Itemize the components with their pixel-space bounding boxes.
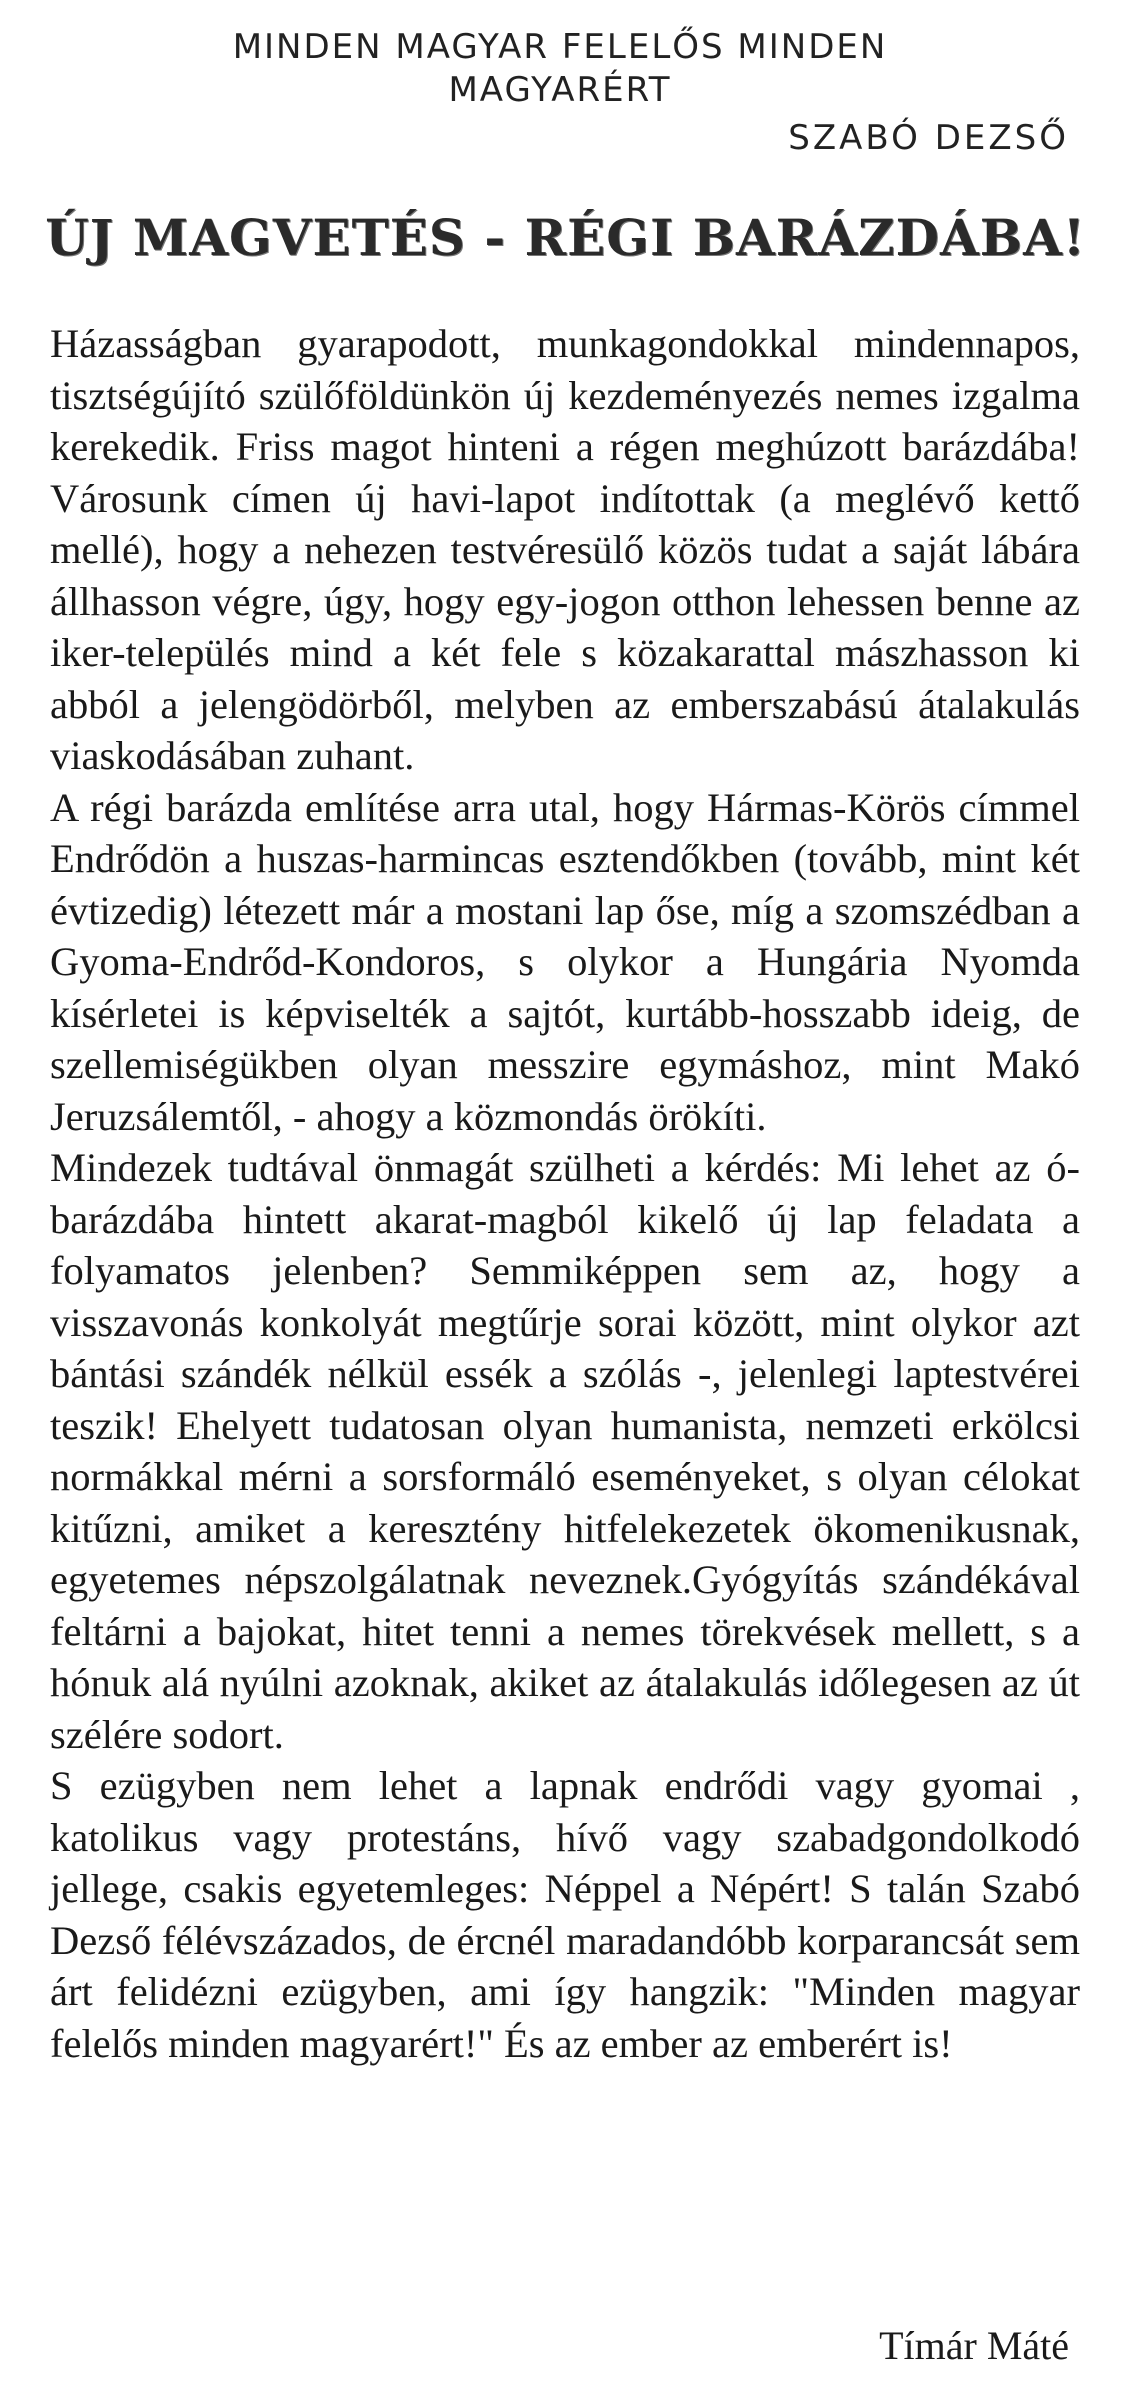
article-signature: Tímár Máté <box>879 2323 1069 2368</box>
article-body <box>50 318 1080 2069</box>
motto-quote: MINDEN MAGYAR FELELŐS MINDEN MAGYARÉRT <box>232 27 888 110</box>
motto-author: SZABÓ DEZSŐ <box>788 118 1069 158</box>
paragraph-1: Házasságban gyarapodott, munkagondokkal mindennapos, tisztségújító szülőföldünkön új kezdeményezés nemes izgalma kerekedik. Friss magot hinteni a régen meghúzott barázdába! Városunk címen új havi-lapot indítottak (a meglévő kettő mellé), hogy a nehezen testvéresülő közös tudat a saját lábára állhasson végre, úgy, hogy egy-jogon otthon lehessen benne az iker-település mind a két fele s közakarattal mászhasson ki abból a jelengödörből, melyben az emberszabású átalakulás viaskodásában zuhant. <box>50 321 1080 778</box>
paragraph-4: S ezügyben nem lehet a lapnak endrődi vagy gyomai , katolikus vagy protestáns, hívő vagy szabadgondolkodó jellege, csakis egyetemleges: Néppel a Népért! S talán Szabó Dezső félévszázados, de ércnél maradandóbb korparancsát sem árt felidézni ezügyben, ami így hangzik: "Minden magyar felelős minden magyarért!" És az ember az emberért is! <box>50 1763 1080 2066</box>
paragraph-3: Mindezek tudtával önmagát szülheti a kérdés: Mi lehet az ó-barázdába hintett akarat-magból kikelő új lap feladata a folyamatos jelenben? Semmiképpen sem az, hogy a visszavonás konkolyát megtűrje sorai között, mint olykor azt bántási szándék nélkül essék a szólás -, jelenlegi laptestvérei teszik! Ehelyett tudatosan olyan humanista, nemzeti erkölcsi normákkal mérni a sorsformáló eseményeket, s olyan célokat kitűzni, amiket a keresztény hitfelekezetek ökomenikusnak, egyetemes népszolgálatnak neveznek.Gyógyítás szándékával feltárni a bajokat, hitet tenni a nemes törekvések mellett, s a hónuk alá nyúlni azoknak, akiket az átalakulás időlegesen az út szélére sodort. <box>50 1145 1080 1757</box>
article-title: ÚJ MAGVETÉS - RÉGI BARÁZDÁBA! <box>45 208 1086 267</box>
paragraph-2: A régi barázda említése arra utal, hogy Hármas-Körös címmel Endrődön a huszas-harmincas esztendőkben (tovább, mint két évtizedig) létezett már a mostani lap őse, míg a szomszédban a Gyoma-Endrőd-Kondoros, s olykor a Hungária Nyomda kísérletei is képviselték a sajtót, kurtább-hosszabb ideig, de szellemiségükben olyan messzire egymáshoz, mint Makó Jeruzsálemtől, - ahogy a közmondás örökíti. <box>50 784 1080 1139</box>
